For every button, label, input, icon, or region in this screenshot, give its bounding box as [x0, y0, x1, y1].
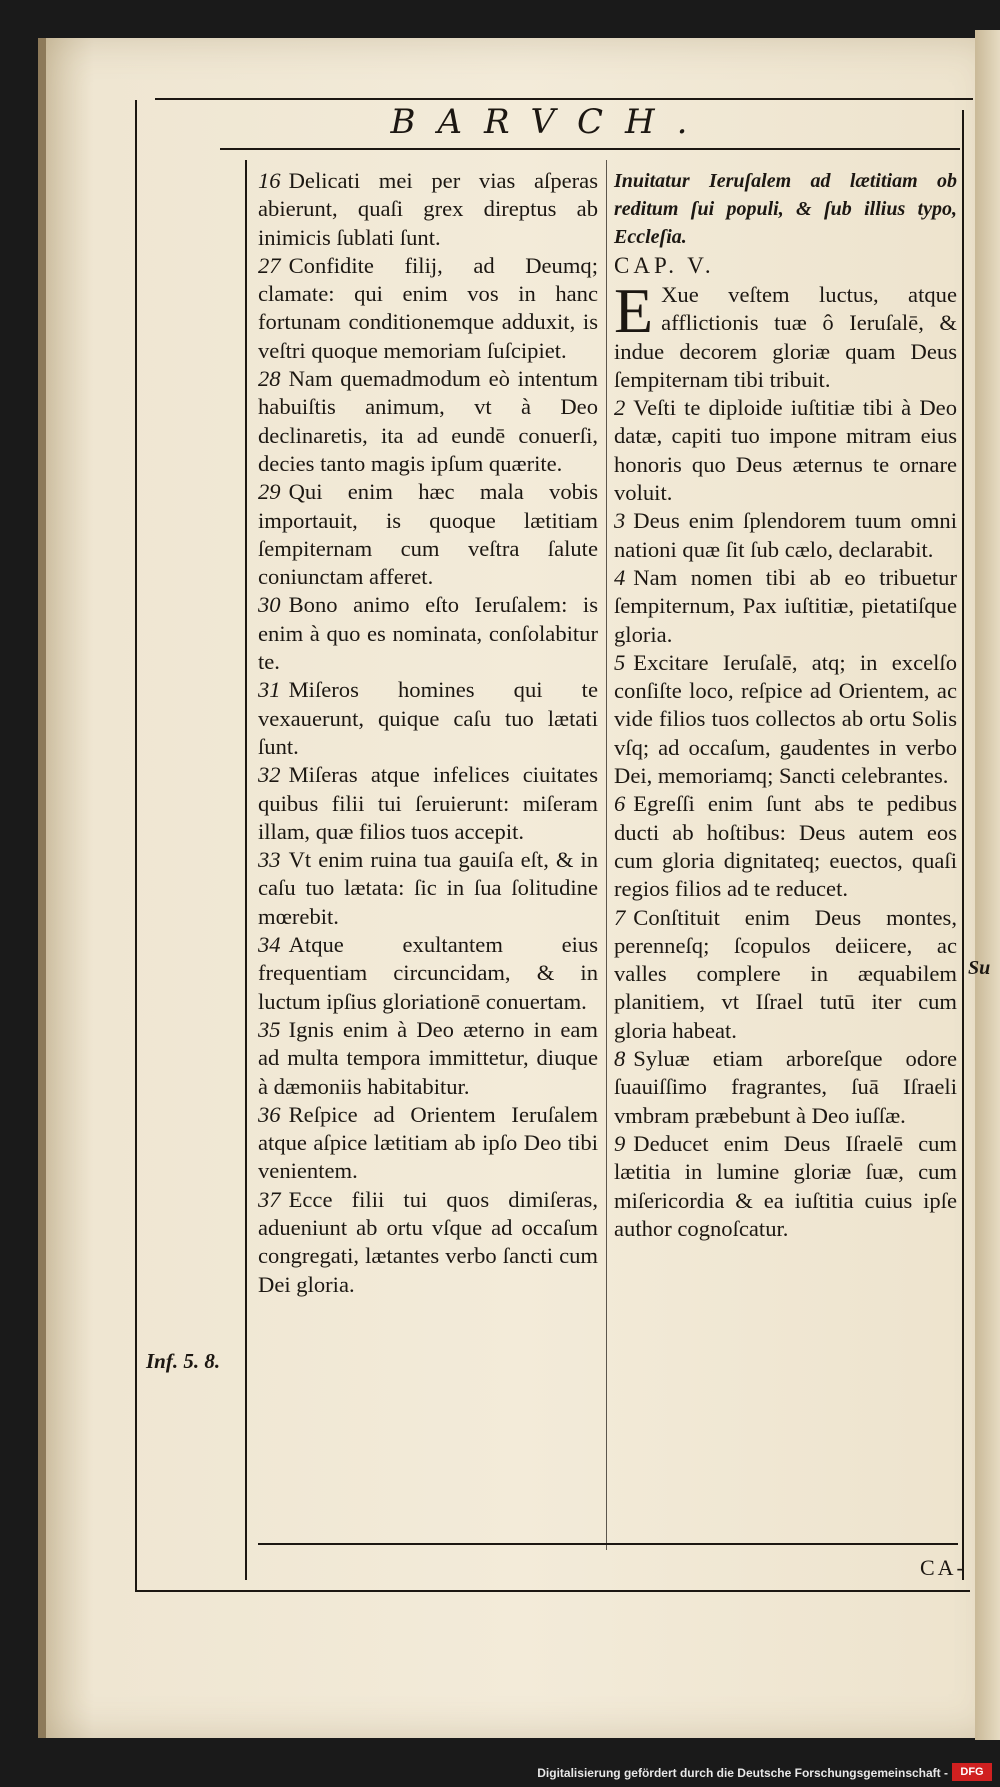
verse [258, 252, 598, 365]
verse-number: 36 [258, 1101, 281, 1127]
verse-number: 30 [258, 592, 281, 618]
running-head: BARVCH. [390, 102, 710, 142]
chapter-argument: Inuitatur Ieruſalem ad lætitiam ob reditum ſui populi, & ſub illius typo, Eccleſia. [614, 170, 957, 248]
verse [614, 564, 957, 649]
verse [258, 846, 598, 931]
chapter-heading: CAP. V. [614, 253, 715, 278]
verse [614, 904, 957, 1045]
verse-number: 37 [258, 1186, 281, 1212]
verse [614, 394, 957, 507]
verse [258, 931, 598, 1016]
verse [258, 1101, 598, 1186]
verse-text: Miſeros homines qui te vexauerunt, quique caſu tuo lætati ſunt. [258, 677, 598, 759]
verse [258, 761, 598, 846]
verse-text: Deducet enim Deus Iſraelē cum lætitia in lumine gloriæ ſuæ, cum miſericordia & ea iuſtitia cuius ipſe author cognoſcatur. [614, 1130, 957, 1241]
header-rule [220, 148, 960, 150]
verse [258, 676, 598, 761]
catchword: CA- [920, 1555, 967, 1580]
verse-number: 4 [614, 564, 626, 590]
verse-text: Veſti te diploide iuſtitiæ tibi à Deo datæ, capiti tuo impone mitram eius honoris quo Deus æternus te ornare voluit. [614, 395, 957, 506]
margin-fragment: Su [968, 957, 991, 979]
verse-text: Excitare Ieruſalē, atq; in excelſo conſiſte loco, reſpice ad Orientem, ac vide filios tuos collectos ab ortu Solis vſq; ad occaſum, gaudentes in verbo Dei, memoriamq; Sancti celebrantes. [614, 649, 957, 789]
verse [614, 1045, 957, 1130]
verse-text: Syluæ etiam arboreſque odore ſuauiſſimo fragrantes, ſuā Iſraeli vmbram præbebunt à Deo iuſſæ. [614, 1046, 957, 1128]
verse-number: 31 [258, 677, 281, 703]
verse [258, 478, 598, 591]
verse-number: 9 [614, 1130, 626, 1156]
verse-text: Ignis enim à Deo æterno in eam ad multa tempora immittetur, diuque à dæmoniis habitabitur. [258, 1016, 598, 1099]
verse-text: Reſpice ad Orientem Ieruſalem atque aſpice lætitiam ab ipſo Deo tibi venientem. [258, 1101, 598, 1184]
bottom-outer-rule [135, 1590, 970, 1592]
verse-text: Miſeras atque infelices ciuitates quibus filii tui ſeruierunt: miſeram illam, quæ filios tuos accepit. [258, 762, 598, 844]
verse-number: 29 [258, 479, 281, 505]
verse-number: 34 [258, 932, 281, 958]
verse-text: Vt enim ruina tua gauiſa eſt, & in caſu tuo lætata: ſic in ſua ſolitudine mœrebit. [258, 847, 598, 929]
page-edge [975, 30, 1000, 1740]
verse-1 [614, 275, 957, 394]
right-rule [962, 110, 964, 1580]
margin-reference: Inf. 5. 8. [146, 1349, 221, 1373]
verse-text: Deus enim ſplendorem tuum omni nationi quæ ſit ſub cælo, declarabit. [614, 508, 957, 562]
right-column [614, 167, 957, 1243]
verse-number: 28 [258, 366, 281, 392]
verse-number: 32 [258, 762, 281, 788]
verse-number: 7 [614, 904, 626, 930]
verse-text: Confidite filij, ad Deumq; clamate: qui enim vos in hanc fortunam conditionemque adduxit, is veſtri quoque memoriam ſuſcipiet. [258, 252, 598, 363]
verse-text: Delicati mei per vias aſperas abierunt, quaſi grex direptus ab inimicis ſublati ſunt. [258, 168, 598, 250]
footer-credit: Digitalisierung gefördert durch die Deutsche Forschungsgemeinschaft - [537, 1766, 948, 1780]
verse-text: Bono animo eſto Ieruſalem: is enim à quo es nominata, conſolabitur te. [258, 592, 598, 675]
right-verses [614, 394, 957, 1243]
verse-number: 35 [258, 1016, 281, 1042]
verse-text: Qui enim hæc mala vobis importauit, is quoque lætitiam ſempiternam cum veſtra ſalute coniunctam afferet. [258, 479, 598, 590]
verse-number: 2 [614, 395, 626, 421]
verse-text: Egreſſi enim ſunt abs te pedibus ducti ab hoſtibus: Deus autem eos cum gloria dignitateq; euectos, quaſi regios filios ad te reducet. [614, 791, 957, 902]
outer-left-rule [135, 100, 137, 1590]
verse [258, 1186, 598, 1299]
verse-number: 16 [258, 168, 281, 193]
verse [258, 365, 598, 478]
verse [614, 1130, 957, 1243]
verse-number: 5 [614, 649, 626, 675]
verse-text: Conſtituit enim Deus montes, perenneſq; ſcopulos deiicere, ac valles complere in æquabilem planitiem, vt Iſrael tutū iter cum gloria habeat. [614, 904, 957, 1043]
verse-number: 3 [614, 508, 626, 534]
verse [614, 507, 957, 564]
verse-text: Ecce filii tui quos dimiſeras, adueniunt ab ortu vſque ad occaſum congregati, lætantes verbo ſancti cum Dei gloria. [258, 1186, 598, 1297]
verse-text: Atque exultantem eius frequentiam circuncidam, & in luctum ipſius gloriationē conuertam. [258, 932, 598, 1014]
inner-left-rule [245, 160, 247, 1580]
verse [258, 1016, 598, 1101]
column-divider [606, 160, 607, 1550]
verse-number: 33 [258, 847, 281, 873]
verse-text: Nam quemadmodum eò intentum habuiſtis animum, vt à Deo declinaretis, ita ad eundē conuerſi, decies tanto magis ipſum quærite. [258, 366, 598, 476]
verse-1-text: Xue veſtem luctus, atque afflictionis tuæ ô Ieruſalē, & indue decorem gloriæ quam Deus ſempiternam tibi tribuit. [614, 282, 957, 392]
verse-number: 27 [258, 252, 281, 278]
drop-capital: E [614, 275, 654, 346]
verse-number: 6 [614, 791, 626, 817]
bottom-rule [258, 1543, 958, 1545]
left-column [258, 167, 598, 1299]
verse [614, 790, 957, 903]
verse [258, 167, 598, 252]
dfg-logo: DFG [952, 1763, 992, 1781]
verse-text: Nam nomen tibi ab eo tribuetur ſempiternum, Pax iuſtitiæ, pietatiſque gloria. [614, 564, 957, 647]
verse [258, 591, 598, 676]
verse-number: 8 [614, 1046, 626, 1072]
verse [614, 649, 957, 790]
